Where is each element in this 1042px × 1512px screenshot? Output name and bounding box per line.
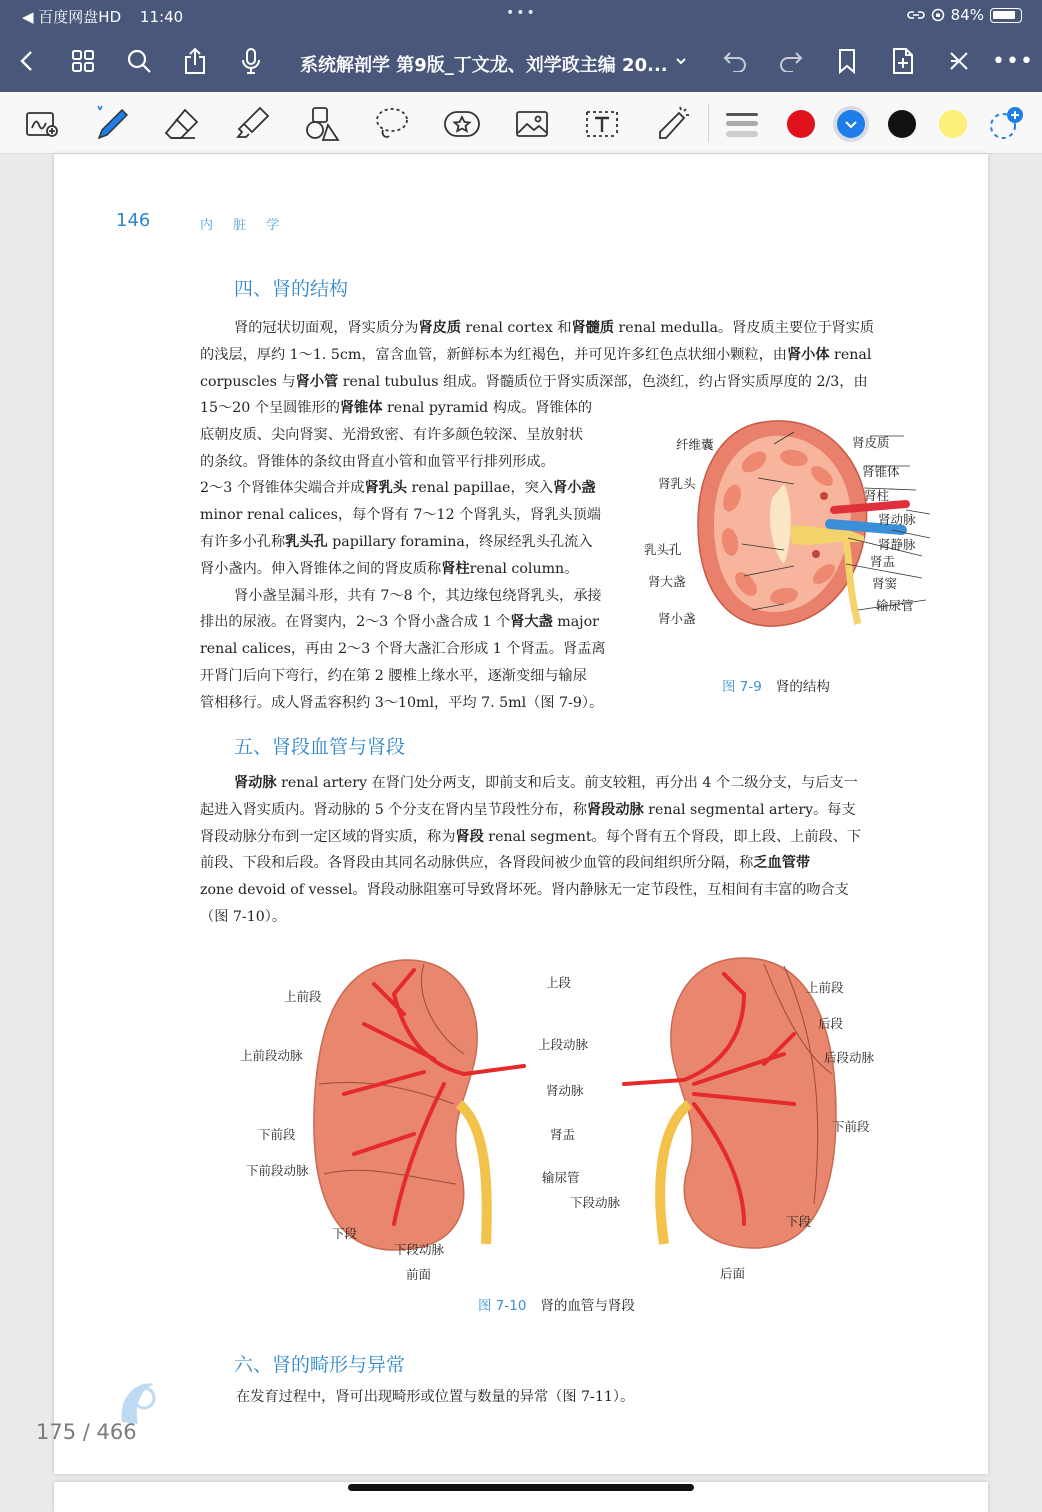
- fig2-label-shenyu: 肾盂: [550, 1127, 576, 1142]
- figure-7-9-caption: 图 7-9 肾的结构: [722, 679, 830, 695]
- fig2-label-xiaduandongmai: 下段动脉: [570, 1195, 621, 1210]
- multitask-dots-icon[interactable]: •••: [506, 5, 537, 21]
- fig-label-xianweinang: 纤维囊: [676, 437, 714, 452]
- pdf-page: [54, 154, 988, 1474]
- section-6-text: 在发育过程中，肾可出现畸形或位置与数量的异常（图 7-11）。: [236, 1389, 635, 1405]
- fig-label-shenjingmai: 肾静脉: [878, 537, 916, 552]
- fig2-label-shangduan: 上段: [546, 975, 572, 990]
- fig2-label-houduandongmai: 后段动脉: [824, 1050, 875, 1065]
- fig2-label-r-xiaduan: 下段: [786, 1214, 812, 1229]
- image-icon[interactable]: [512, 104, 552, 144]
- fig2-label-shangqianduandongmai: 上前段动脉: [240, 1048, 303, 1063]
- pen-tool-icon[interactable]: [92, 104, 132, 144]
- annotation-toolbar: [0, 92, 1042, 154]
- link-icon: [907, 9, 925, 21]
- microphone-icon[interactable]: [234, 44, 268, 78]
- close-tools-icon[interactable]: [942, 44, 976, 78]
- status-bar: [0, 0, 1042, 30]
- lasso-icon[interactable]: [372, 104, 412, 144]
- add-color-icon[interactable]: [986, 104, 1026, 144]
- battery-icon: [990, 8, 1022, 23]
- search-icon[interactable]: [122, 44, 156, 78]
- fig2-label-shangduandongmai: 上段动脉: [538, 1037, 589, 1052]
- grid-icon[interactable]: [66, 44, 100, 78]
- bookmark-icon[interactable]: [830, 44, 864, 78]
- status-time: 11:40: [139, 8, 184, 26]
- fig-label-shenyu: 肾盂: [870, 554, 896, 569]
- fig2-label-r-xiaqianduan: 下前段: [832, 1119, 870, 1134]
- running-head: 内 脏 学: [200, 218, 288, 233]
- color-yellow-swatch[interactable]: [939, 110, 967, 138]
- color-black-swatch[interactable]: [888, 110, 916, 138]
- color-blue-swatch-selected[interactable]: [837, 110, 865, 138]
- shapes-icon[interactable]: [302, 104, 342, 144]
- fig-label-shendazhan: 肾大盏: [648, 574, 686, 589]
- laser-pointer-icon[interactable]: [652, 104, 692, 144]
- highlighter-icon[interactable]: [232, 104, 272, 144]
- section-4-text-column: 15～20 个呈圆锥形的肾锥体 renal pyramid 构成。肾锥体的 底朝皮质、尖向肾窦、光滑致密、有许多颜色较深、呈放射状 的条纹。肾锥体的条纹由肾直小管和血管平行排列形成。 2～3 个肾锥体尖端合并成肾乳头 renal papillae，突入肾小盏 minor renal calices，每个肾有 7～12 个肾乳头，肾乳头顶端 有许多小孔称乳头孔 papillary foramina，终尿经乳头孔流入 肾小盏内。伸入肾锥体之间的肾皮质称肾柱renal column。 肾小盏呈漏斗形，共有 7～8 个，其边缘包绕肾乳头，承接 排出的尿液。在肾窦内，2～3 个肾小盏合成 1 个肾大盏 major renal calices，再由 2～3 个肾大盏汇合形成 1 个肾盂。肾盂离 开肾门后向下弯行，约在第 2 腰椎上缘水平，逐渐变细与输尿 管相移行。成人肾盂容积约 3～10ml，平均 7. 5ml（图 7-9）。: [200, 400, 606, 711]
- fig2-label-shuniaoguan: 输尿管: [542, 1170, 580, 1185]
- eraser-icon[interactable]: [162, 104, 202, 144]
- stroke-width-icon[interactable]: [722, 104, 762, 144]
- document-title[interactable]: 系统解剖学 第9版_丁文龙、刘学政主编 20...: [300, 55, 668, 76]
- section-5-text: 肾动脉 renal artery 在肾门处分两支，即前支和后支。前支较粗，再分出 4 个二级分支，与后支一 起进入肾实质内。肾动脉的 5 个分支在肾内呈节段性分布，称肾段动脉 renal segmental artery。每支 肾段动脉分布到一定区域的肾实质，称为肾段 renal segment。每个肾有五个肾段，即上段、上前段、下 前段、下段和后段。各肾段由其同名动脉供应，各肾段间被少血管的段间组织所分隔，称乏血管带 zone devoid of vessel。肾段动脉阻塞可导致肾坏死。肾内静脉无一定节段性，互相间有丰富的吻合支 （图 7-10）。: [200, 775, 862, 925]
- fig-label-shenpizhi: 肾皮质: [852, 435, 890, 450]
- back-to-app-link[interactable]: ◀ 百度网盘HD: [22, 8, 122, 26]
- section-heading-6: 六、肾的畸形与异常: [234, 1354, 406, 1376]
- undo-icon[interactable]: [718, 44, 752, 78]
- redo-icon[interactable]: [774, 44, 808, 78]
- add-page-icon[interactable]: [886, 44, 920, 78]
- figure-7-10-caption: 图 7-10 肾的血管与肾段: [478, 1298, 635, 1314]
- color-red-swatch[interactable]: [787, 110, 815, 138]
- section-heading-4: 四、肾的结构: [234, 278, 349, 300]
- home-indicator[interactable]: [348, 1484, 694, 1491]
- share-icon[interactable]: [178, 44, 212, 78]
- more-icon[interactable]: •••: [992, 48, 1034, 74]
- section-heading-5: 五、肾段血管与肾段: [234, 736, 406, 758]
- fig2-label-xiaduandongmai-front: 下段动脉: [394, 1242, 445, 1257]
- text-tool-icon[interactable]: [582, 104, 622, 144]
- top-bar: [0, 0, 1042, 92]
- back-icon[interactable]: [10, 44, 44, 78]
- fig-label-shenrutou: 肾乳头: [658, 476, 696, 491]
- page-indicator: 175 / 466: [36, 1420, 137, 1444]
- fig2-label-xiaqianduandongmai: 下前段动脉: [246, 1163, 309, 1178]
- fig2-label-shangqianduan: 上前段: [284, 989, 322, 1004]
- fig-label-shenzhuiti: 肾锥体: [862, 464, 900, 479]
- chevron-down-icon[interactable]: [664, 44, 698, 78]
- fig-label-shuniaoguan: 输尿管: [876, 598, 914, 613]
- fig-label-shenxiaozhan: 肾小盏: [658, 611, 696, 626]
- toolbar-divider: [708, 104, 709, 142]
- section-4-text-wide: 肾的冠状切面观，肾实质分为肾皮质 renal cortex 和肾髓质 renal medulla。肾皮质主要位于肾实质 的浅层，厚约 1～1. 5cm，富含血管，新鲜标本为红褐色，并可见许多红色点状细小颗粒，由肾小体 renal corpuscles 与肾小管 renal tubulus 组成。肾髓质位于肾实质深部，色淡红，约占肾实质厚度的 2/3，由: [200, 320, 875, 390]
- orientation-lock-icon: [931, 8, 945, 22]
- fig2-label-xiaqianduan: 下前段: [258, 1127, 296, 1142]
- sticker-icon[interactable]: [442, 104, 482, 144]
- page-number: 146: [116, 210, 151, 231]
- nav-bar: [0, 34, 1042, 90]
- fig2-label-r-shangqianduan: 上前段: [806, 980, 844, 995]
- smart-pen-icon[interactable]: [22, 104, 62, 144]
- fig-label-shendou: 肾窦: [872, 576, 898, 591]
- fig2-label-houduan: 后段: [818, 1016, 844, 1031]
- fig2-label-houmian: 后面: [720, 1266, 746, 1281]
- fig-label-rutoukong: 乳头孔: [644, 542, 682, 557]
- fig2-label-shendongmai: 肾动脉: [546, 1083, 584, 1098]
- fig-label-shenzhu: 肾柱: [864, 488, 890, 503]
- battery-percent: 84%: [950, 6, 984, 24]
- fig-label-shendongmai: 肾动脉: [878, 512, 916, 527]
- fig2-label-qianmian: 前面: [406, 1267, 432, 1282]
- fig2-label-xiaduan: 下段: [332, 1226, 358, 1241]
